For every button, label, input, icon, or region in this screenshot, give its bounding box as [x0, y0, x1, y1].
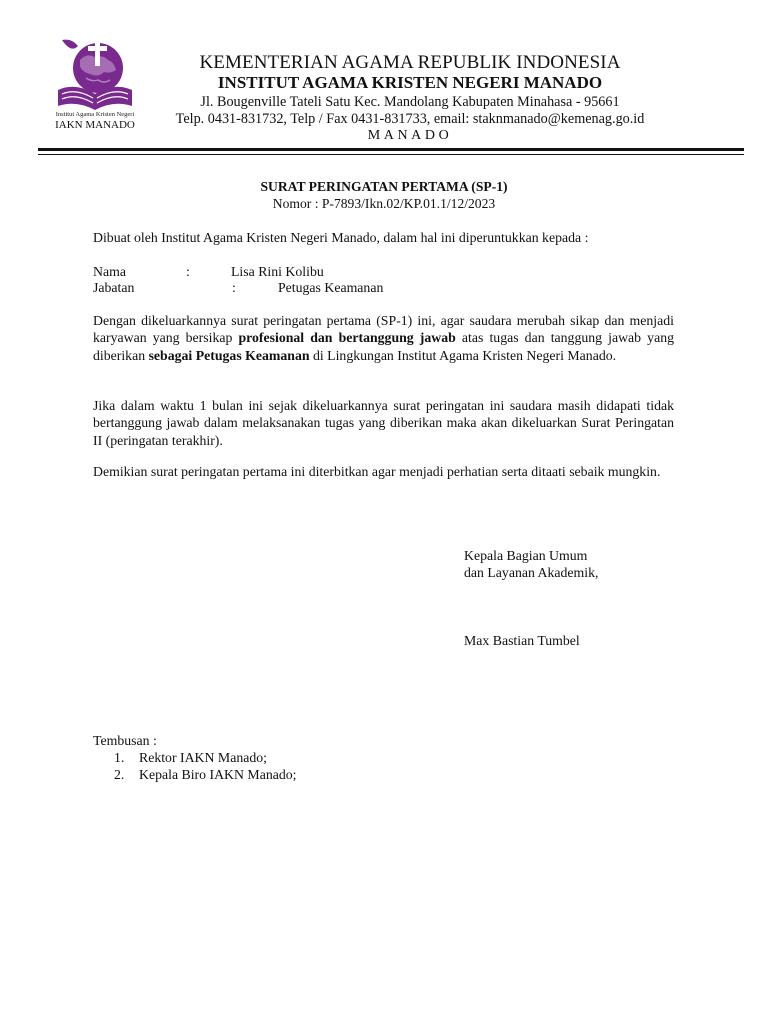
recipient-name-colon: : — [186, 264, 190, 279]
logo-caption-large: IAKN MANADO — [55, 119, 135, 131]
institute-city: MANADO — [367, 128, 453, 143]
body-paragraph-3: Demikian surat peringatan pertama ini diterbitkan agar menjadi perhatian serta ditaati sebaik mungkin. — [93, 464, 661, 479]
letter-number: Nomor : P-7893/Ikn.02/KP.01.1/12/2023 — [272, 196, 496, 211]
paragraph-1-part-1: Dengan dikeluarkannya surat peringatan pertama (SP-1) ini, agar saudara merubah sikap dan menjadi karyawan yang bersikap — [93, 313, 674, 346]
institute-address: Jl. Bougenville Tateli Satu Kec. Mandolang Kabupaten Minahasa - 95661 — [200, 94, 620, 110]
cc-item-number: 2. — [114, 767, 125, 782]
recipient-position-label: Jabatan — [93, 280, 135, 295]
paragraph-1-part-3: di Lingkungan Institut Agama Kristen Negeri Manado. — [309, 347, 617, 363]
ministry-name: KEMENTERIAN AGAMA REPUBLIK INDONESIA — [199, 52, 621, 73]
paragraph-1-bold-2: sebagai Petugas Keamanan — [148, 347, 310, 363]
body-paragraph-2: Jika dalam waktu 1 bulan ini sejak dikeluarkannya surat peringatan ini saudara masih didapati tidak bertanggung jawab dalam melaksanakan tugas yang diberikan maka akan dikeluarkan Surat Peringatan II (peringatan terakhir). — [93, 398, 674, 448]
recipient-name-value: Lisa Rini Kolibu — [231, 264, 324, 279]
institute-name: INSTITUT AGAMA KRISTEN NEGERI MANADO — [217, 73, 603, 92]
cc-label: Tembusan : — [93, 733, 157, 748]
logo-caption-small: Institut Agama Kristen Negeri — [55, 111, 135, 118]
cc-item-number: 1. — [114, 750, 125, 765]
paragraph-1-part-2: atas tugas dan tanggung jawab yang diberikan — [93, 330, 674, 363]
institute-contact: Telp. 0431-831732, Telp / Fax 0431-831733, email: staknmanado@kemenag.go.id — [175, 111, 645, 127]
signatory-name: Max Bastian Tumbel — [464, 633, 580, 648]
institute-logo — [52, 34, 138, 130]
letter-title: SURAT PERINGATAN PERTAMA (SP-1) — [260, 179, 508, 194]
signatory-title-line-2: dan Layanan Akademik, — [464, 565, 599, 580]
recipient-position-value: Petugas Keamanan — [278, 280, 384, 295]
signatory-title-line-1: Kepala Bagian Umum — [464, 548, 588, 563]
recipient-position-colon: : — [232, 280, 236, 295]
paragraph-1-bold-1: profesional dan bertanggung jawab — [238, 330, 456, 346]
cc-item-text: Kepala Biro IAKN Manado; — [139, 767, 297, 782]
letterhead-rule-thin — [38, 154, 744, 155]
body-paragraph-1 — [93, 312, 674, 364]
cc-item-text: Rektor IAKN Manado; — [139, 750, 267, 765]
recipient-name-label: Nama — [93, 264, 126, 279]
letter-intro: Dibuat oleh Institut Agama Kristen Negeri Manado, dalam hal ini diperuntukkan kepada : — [93, 230, 589, 245]
iakn-emblem-icon — [52, 34, 138, 114]
letterhead-rule-thick — [38, 148, 744, 151]
